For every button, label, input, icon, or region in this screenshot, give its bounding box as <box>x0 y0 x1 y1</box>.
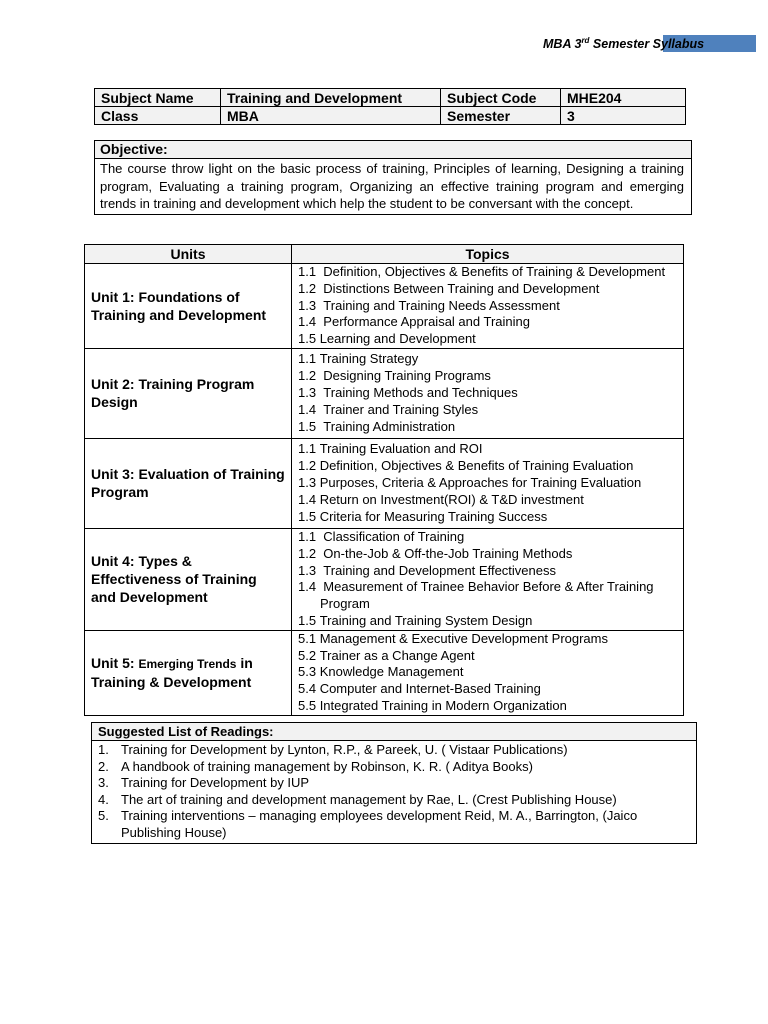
topic-text: Trainer as a Change Agent <box>319 647 475 663</box>
page-header: MBA 3rd Semester Syllabus <box>543 36 705 52</box>
topic-item <box>298 458 677 475</box>
units-table <box>84 244 684 716</box>
topic-number: 1.2 <box>298 545 324 561</box>
topic-text: Training and Training Needs Assessment <box>323 297 560 313</box>
topic-number: 5.5 <box>298 697 320 713</box>
topic-number: 1.4 <box>298 401 324 417</box>
unit-name: Unit 1: Foundations of Training and Development <box>85 264 292 349</box>
topic-number: 1.3 <box>298 385 324 401</box>
topic-item <box>298 331 677 348</box>
subject-code-value: MHE204 <box>561 89 686 107</box>
topic-item <box>298 264 677 281</box>
topic-item <box>298 492 677 509</box>
topic-text: Training Strategy <box>319 351 419 367</box>
reading-text: Training for Development by Lynton, R.P., & Pareek, U. ( Vistaar Publications) <box>121 742 568 757</box>
topic-number: 5.2 <box>298 647 320 663</box>
topic-text: Definition, Objectives & Benefits of Training & Development <box>323 264 666 279</box>
topic-item <box>298 529 677 546</box>
class-label: Class <box>95 107 221 125</box>
topic-item <box>298 664 677 681</box>
reading-number: 2. <box>98 758 109 774</box>
topic-item <box>298 402 677 419</box>
reading-item <box>98 775 690 792</box>
unit-row <box>85 438 684 528</box>
topic-item <box>298 579 677 596</box>
unit-row <box>85 264 684 349</box>
reading-text: Training interventions – managing employees development Reid, M. A., Barrington, (Jaico Publishing House) <box>121 808 638 840</box>
topic-item <box>298 563 677 580</box>
topic-number: 1.1 <box>298 264 324 279</box>
topic-number: 1.5 <box>298 508 320 524</box>
topic-number: 1.5 <box>298 331 320 347</box>
topic-item <box>298 419 677 436</box>
unit-topics <box>292 528 684 630</box>
topic-text: Measurement of Trainee Behavior Before & After Training <box>323 579 654 595</box>
topic-item <box>298 385 677 402</box>
reading-item <box>98 792 690 809</box>
topic-item <box>298 475 677 492</box>
topic-item <box>298 648 677 665</box>
topic-text: Training Methods and Techniques <box>323 385 518 401</box>
topic-number: 1.2 <box>298 280 324 296</box>
topic-number: 1.3 <box>298 475 320 491</box>
topic-text: Computer and Internet-Based Training <box>319 681 541 697</box>
topic-item <box>298 698 677 715</box>
unit-row <box>85 528 684 630</box>
topic-item <box>298 441 677 458</box>
subject-code-label: Subject Code <box>441 89 561 107</box>
topic-item <box>298 314 677 331</box>
topic-number: 5.3 <box>298 664 320 680</box>
topic-text: Designing Training Programs <box>323 368 491 384</box>
topic-item <box>298 368 677 385</box>
topic-text: Integrated Training in Modern Organization <box>319 697 567 713</box>
topic-item <box>298 631 677 648</box>
reading-text: A handbook of training management by Robinson, K. R. ( Aditya Books) <box>121 758 533 774</box>
unit-row <box>85 630 684 715</box>
subject-name-value: Training and Development <box>221 89 441 107</box>
topic-text: Return on Investment(ROI) & T&D investment <box>319 491 584 507</box>
topic-text: Criteria for Measuring Training Success <box>319 508 548 524</box>
topic-number: 1.1 <box>298 441 320 457</box>
unit-row <box>85 348 684 438</box>
semester-value: 3 <box>561 107 686 125</box>
unit-name: Unit 2: Training Program Design <box>85 348 292 438</box>
topics-column-header: Topics <box>292 245 684 264</box>
class-value: MBA <box>221 107 441 125</box>
topic-text: Training Evaluation and ROI <box>319 441 483 457</box>
topic-item <box>298 281 677 298</box>
topic-text: Training and Training System Design <box>319 612 533 628</box>
topic-text: Classification of Training <box>323 528 465 544</box>
topic-number: 1.4 <box>298 314 324 330</box>
topic-text: Definition, Objectives & Benefits of Training Evaluation <box>319 458 634 474</box>
topic-number: 1.5 <box>298 612 320 628</box>
topic-text: Performance Appraisal and Training <box>323 314 530 330</box>
objective-box <box>94 140 692 215</box>
topic-text: Knowledge Management <box>319 664 464 680</box>
topic-number: 1.3 <box>298 562 324 578</box>
topic-number: 1.4 <box>298 579 324 595</box>
unit-name: Unit 4: Types & Effectiveness of Training and Development <box>85 528 292 630</box>
topic-text: Distinctions Between Training and Development <box>323 280 600 296</box>
reading-number: 1. <box>98 742 109 757</box>
unit-name: Unit 5: Emerging Trends in Training & Development <box>85 630 292 715</box>
topic-number: 1.2 <box>298 458 320 474</box>
topic-text: Training and Development Effectiveness <box>323 562 556 578</box>
topic-text: On-the-Job & Off-the-Job Training Methods <box>323 545 573 561</box>
topic-text: Purposes, Criteria & Approaches for Training Evaluation <box>319 475 642 491</box>
objective-heading: Objective: <box>95 141 691 159</box>
unit-name: Unit 3: Evaluation of Training Program <box>85 438 292 528</box>
topic-number: 1.5 <box>298 418 324 434</box>
table-row <box>95 107 686 125</box>
topic-continuation: Program <box>320 596 370 612</box>
topic-item <box>298 681 677 698</box>
reading-item <box>98 808 690 841</box>
topic-number: 5.1 <box>298 630 320 646</box>
table-header-row <box>85 245 684 264</box>
units-column-header: Units <box>85 245 292 264</box>
reading-number: 3. <box>98 775 109 791</box>
reading-number: 5. <box>98 808 109 824</box>
topic-number: 1.2 <box>298 368 324 384</box>
topic-text: Training Administration <box>323 418 456 434</box>
readings-box <box>91 722 697 844</box>
table-row <box>95 89 686 107</box>
objective-text: The course throw light on the basic process of training, Principles of learning, Designing a training program, Evaluating a training program, Organizing an effective training program and emerging trends in training and development which help the student to be conversant with the concept. <box>100 161 684 211</box>
topic-text: Trainer and Training Styles <box>323 401 479 417</box>
topic-number: 1.1 <box>298 351 320 367</box>
topic-number: 1.1 <box>298 528 324 544</box>
unit-topics <box>292 438 684 528</box>
topic-item <box>298 613 677 630</box>
reading-item <box>98 742 690 759</box>
topic-text: Management & Executive Development Programs <box>319 630 608 646</box>
unit-topics <box>292 630 684 715</box>
reading-number: 4. <box>98 791 109 807</box>
reading-item <box>98 759 690 776</box>
subject-name-label: Subject Name <box>95 89 221 107</box>
readings-heading: Suggested List of Readings: <box>92 723 696 741</box>
subject-info-table <box>94 88 686 125</box>
topic-item <box>298 298 677 315</box>
unit-topics <box>292 264 684 349</box>
semester-label: Semester <box>441 107 561 125</box>
readings-list <box>92 741 696 843</box>
unit-topics <box>292 348 684 438</box>
topic-item <box>298 351 677 368</box>
topic-text: Learning and Development <box>319 331 476 347</box>
topic-number: 1.4 <box>298 491 320 507</box>
reading-text: The art of training and development management by Rae, L. (Crest Publishing House) <box>121 791 617 807</box>
topic-number: 5.4 <box>298 681 320 697</box>
topic-item <box>298 509 677 526</box>
topic-item <box>298 546 677 563</box>
reading-text: Training for Development by IUP <box>121 775 310 791</box>
topic-number: 1.3 <box>298 297 324 313</box>
